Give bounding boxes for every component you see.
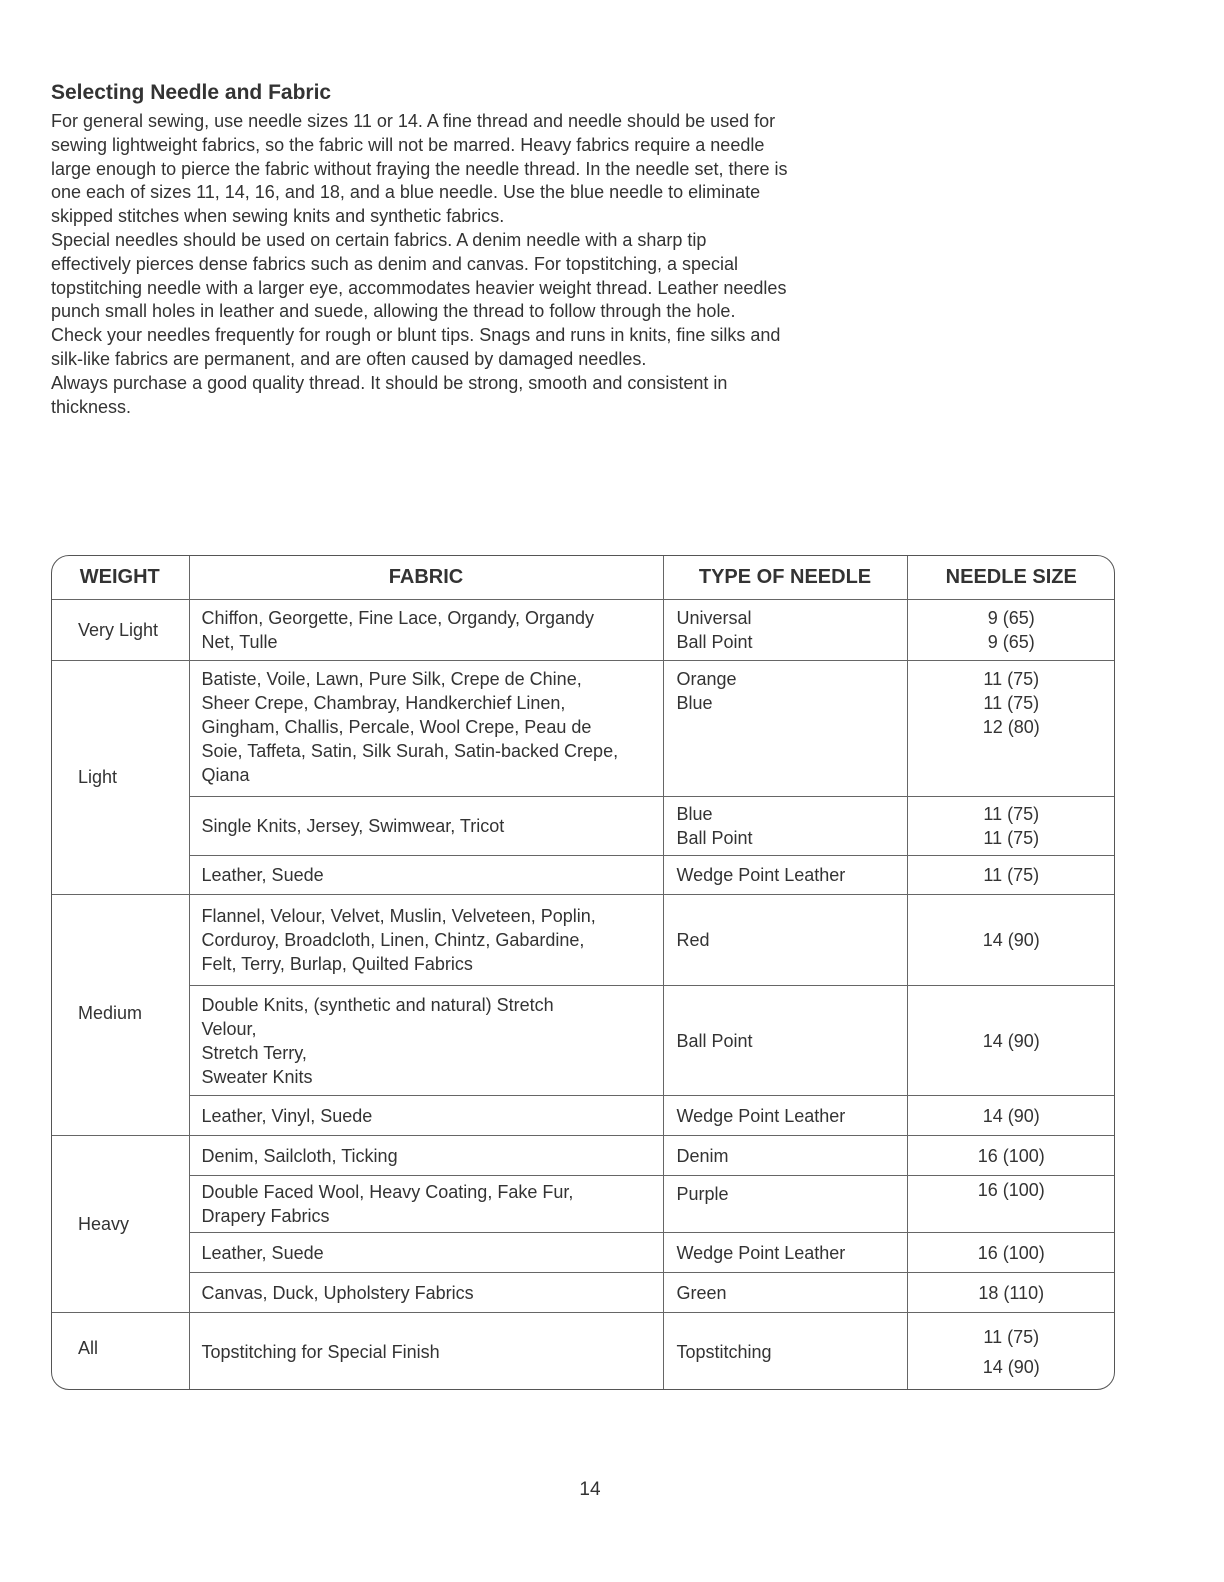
header-needle-type: TYPE OF NEEDLE <box>663 555 907 600</box>
weight-cell: Very Light <box>51 600 189 661</box>
intro-paragraph: Check your needles frequently for rough or blunt tips. Snags and runs in knits, fine silks and silk-like fabrics are permanent, and are often caused by damaged needles. <box>51 325 781 369</box>
header-fabric: FABRIC <box>189 555 663 600</box>
fabric-cell: Double Knits, (synthetic and natural) Stretch Velour, Stretch Terry, Sweater Knits <box>189 986 663 1096</box>
fabric-cell: Canvas, Duck, Upholstery Fabrics <box>189 1273 663 1313</box>
fabric-cell: Leather, Vinyl, Suede <box>189 1096 663 1136</box>
weight-cell: All <box>51 1313 189 1390</box>
needle-size-cell: 11 (75) 14 (90) <box>907 1313 1115 1390</box>
needle-type-cell: Ball Point <box>663 986 907 1096</box>
needle-size-cell: 16 (100) <box>907 1176 1115 1233</box>
needle-type-cell: Blue Ball Point <box>663 797 907 856</box>
table-row <box>51 986 1115 1096</box>
needle-size-cell: 11 (75) 11 (75) <box>907 797 1115 856</box>
intro-paragraph: Always purchase a good quality thread. It should be strong, smooth and consistent in thickness. <box>51 372 728 417</box>
needle-type-cell: Wedge Point Leather <box>663 1233 907 1273</box>
table-row <box>51 1273 1115 1313</box>
needle-size-cell: 14 (90) <box>907 986 1115 1096</box>
table-row <box>51 797 1115 856</box>
fabric-cell: Double Faced Wool, Heavy Coating, Fake Fur, Drapery Fabrics <box>189 1176 663 1233</box>
section-title: Selecting Needle and Fabric <box>51 81 332 104</box>
table-row <box>51 600 1115 661</box>
table-row <box>51 856 1115 895</box>
needle-type-cell: Purple <box>663 1176 907 1233</box>
weight-cell: Heavy <box>51 1136 189 1313</box>
fabric-cell: Topstitching for Special Finish <box>189 1313 663 1390</box>
table-row <box>51 1176 1115 1233</box>
table-row <box>51 895 1115 986</box>
needle-type-cell: Universal Ball Point <box>663 600 907 661</box>
table-row <box>51 1233 1115 1273</box>
needle-size-cell: 14 (90) <box>907 895 1115 986</box>
page-number: 14 <box>579 1479 601 1500</box>
fabric-cell: Leather, Suede <box>189 1233 663 1273</box>
needle-type-cell: Wedge Point Leather <box>663 1096 907 1136</box>
fabric-cell: Single Knits, Jersey, Swimwear, Tricot <box>189 797 663 856</box>
needle-type-cell: Topstitching <box>663 1313 907 1390</box>
intro-paragraph: Special needles should be used on certain fabrics. A denim needle with a sharp tip effectively pierces dense fabrics such as denim and canvas. For topstitching, a special topstitching needle with a larger eye, accommodates heavier weight thread. Leather needles punch small holes in leather and suede, allowing the thread to follow through the hole. <box>51 229 787 322</box>
needle-type-cell: Green <box>663 1273 907 1313</box>
needle-size-cell: 16 (100) <box>907 1136 1115 1176</box>
needle-type-cell: Denim <box>663 1136 907 1176</box>
needle-size-cell: 16 (100) <box>907 1233 1115 1273</box>
table-row <box>51 1136 1115 1176</box>
fabric-cell: Flannel, Velour, Velvet, Muslin, Velveteen, Poplin, Corduroy, Broadcloth, Linen, Chintz, Gabardine, Felt, Terry, Burlap, Quilted Fabrics <box>189 895 663 986</box>
weight-cell: Medium <box>51 895 189 1136</box>
weight-cell: Light <box>51 661 189 895</box>
table-row <box>51 1313 1115 1390</box>
intro-paragraph: For general sewing, use needle sizes 11 or 14. A fine thread and needle should be used for sewing lightweight fabrics, so the fabric will not be marred. Heavy fabrics require a needle large enough to pierce the fabric without fraying the needle thread. In the needle set, there is one each of sizes 11, 14, 16, and 18, and a blue needle. Use the blue needle to eliminate skipped stitches when sewing knits and synthetic fabrics. <box>51 111 788 227</box>
needle-size-cell: 9 (65) 9 (65) <box>907 600 1115 661</box>
table-header-row <box>51 555 1115 600</box>
needle-size-cell: 14 (90) <box>907 1096 1115 1136</box>
needle-size-cell: 18 (110) <box>907 1273 1115 1313</box>
needle-size-cell: 11 (75) <box>907 856 1115 895</box>
fabric-cell: Denim, Sailcloth, Ticking <box>189 1136 663 1176</box>
needle-type-cell: Orange Blue <box>663 661 907 797</box>
needle-fabric-table <box>51 555 1115 1390</box>
needle-type-cell: Red <box>663 895 907 986</box>
table-row <box>51 1096 1115 1136</box>
header-needle-size: NEEDLE SIZE <box>907 555 1115 600</box>
fabric-cell: Leather, Suede <box>189 856 663 895</box>
header-weight: WEIGHT <box>51 555 189 600</box>
fabric-cell: Batiste, Voile, Lawn, Pure Silk, Crepe de Chine, Sheer Crepe, Chambray, Handkerchief Linen, Gingham, Challis, Percale, Wool Crepe, Peau de Soie, Taffeta, Satin, Silk Surah, Satin-backed Crepe, Qiana <box>189 661 663 797</box>
needle-type-cell: Wedge Point Leather <box>663 856 907 895</box>
needle-size-cell: 11 (75) 11 (75) 12 (80) <box>907 661 1115 797</box>
intro-text <box>51 110 791 419</box>
fabric-cell: Chiffon, Georgette, Fine Lace, Organdy, Organdy Net, Tulle <box>189 600 663 661</box>
table-row <box>51 661 1115 797</box>
